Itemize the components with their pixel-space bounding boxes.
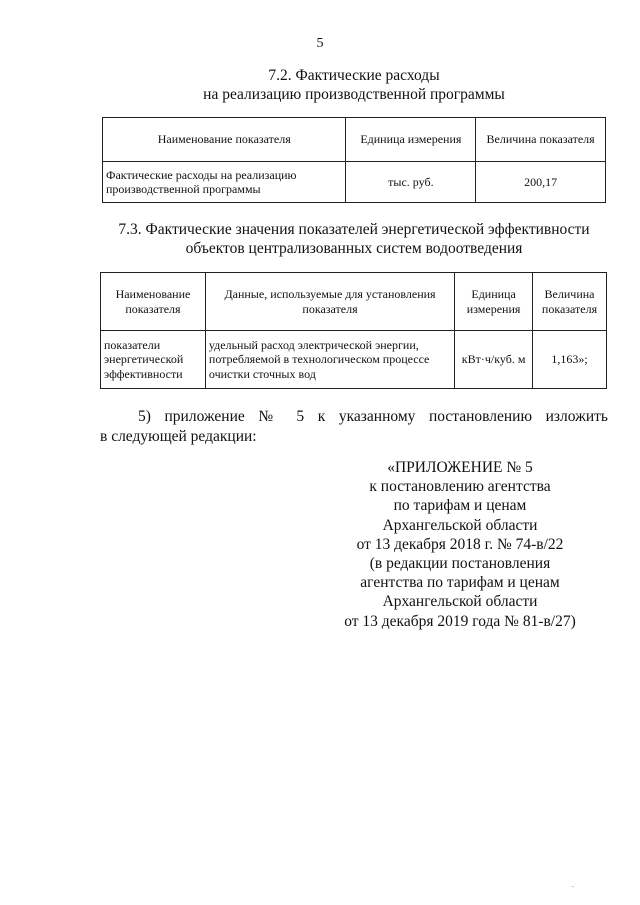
energy-efficiency-table [100, 272, 607, 389]
heading-line: 7.3. Фактические значения показателей энергетической эффективности [118, 221, 590, 238]
column-header: Величина показателя [476, 118, 606, 162]
column-header: Величина показателя [533, 273, 607, 331]
appendix-line: по тарифам и ценам [393, 497, 527, 515]
indicator-name-cell: показатели энергетической эффективности [101, 331, 206, 389]
paragraph-line: в следующей редакции: [100, 428, 257, 445]
table-header-row [103, 118, 606, 162]
appendix-line: (в редакции постановления [369, 555, 551, 573]
amendment-paragraph [100, 407, 608, 447]
value-cell: 200,17 [476, 162, 606, 203]
appendix-line: Архангельской области [382, 593, 538, 611]
section-7-3-heading [100, 220, 608, 258]
page-number: 5 [316, 36, 324, 51]
table-header-row [101, 273, 607, 331]
appendix-line: агентства по тарифам и ценам [360, 574, 560, 592]
unit-cell: кВт·ч/куб. м [455, 331, 533, 389]
appendix-line: от 13 декабря 2019 года № 81-в/27) [344, 612, 576, 630]
table-row [103, 162, 606, 203]
column-header: Наименование показателя [103, 118, 346, 162]
appendix-header-block [340, 458, 580, 631]
heading-line: на реализацию производственной программы [203, 86, 505, 103]
section-7-2-heading [150, 66, 558, 104]
actual-expenses-table [102, 117, 606, 203]
unit-cell: тыс. руб. [346, 162, 476, 203]
column-header: Наименование показателя [101, 273, 206, 331]
heading-line: 7.2. Фактические расходы [268, 67, 440, 84]
data-cell: удельный расход электрической энергии, потребляемой в технологическом процессе очистки сточных вод [205, 331, 454, 389]
heading-line: объектов централизованных систем водоотведения [185, 240, 523, 257]
appendix-line: к постановлению агентства [369, 478, 551, 496]
table-row [101, 331, 607, 389]
appendix-line: Архангельской области [382, 516, 538, 534]
column-header: Данные, используемые для установления показателя [205, 273, 454, 331]
column-header: Единица измерения [455, 273, 533, 331]
appendix-line: «ПРИЛОЖЕНИЕ № 5 [387, 459, 533, 476]
indicator-name-cell: Фактические расходы на реализацию производственной программы [103, 162, 346, 203]
appendix-line: от 13 декабря 2018 г. № 74-в/22 [356, 535, 564, 553]
footer-mark: . [572, 880, 574, 889]
column-header: Единица измерения [346, 118, 476, 162]
paragraph-line: 5) приложение № 5 к указанному постановлению изложить [138, 408, 608, 425]
value-cell: 1,163»; [533, 331, 607, 389]
